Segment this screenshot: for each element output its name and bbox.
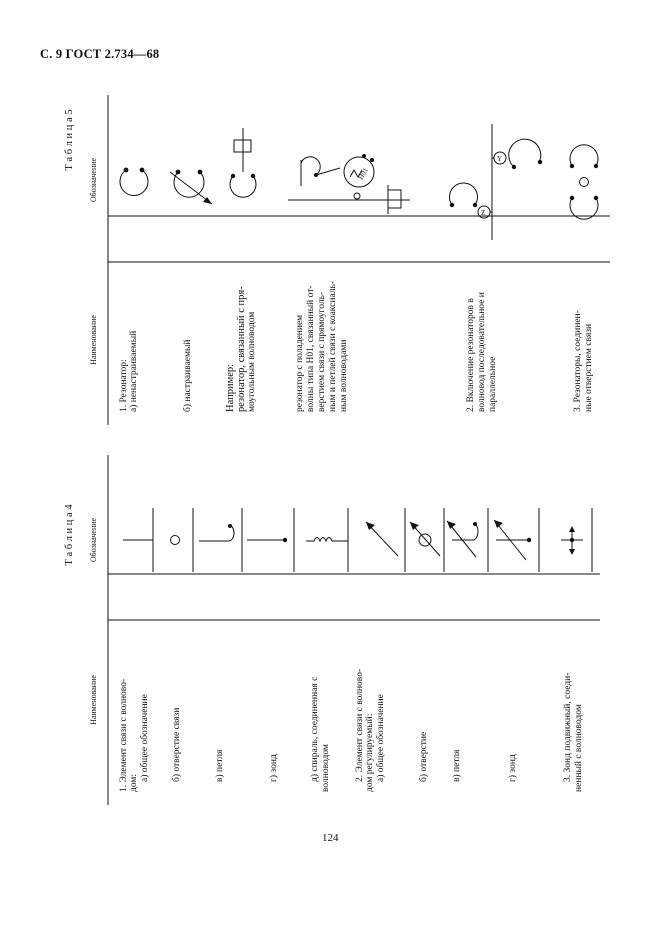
t4-row3-l1: в) петля xyxy=(215,749,225,782)
t4-row7-l1: б) отверстие xyxy=(419,731,429,782)
t4-row6-l2: дом регулируемый: xyxy=(365,713,375,792)
t4-row1-l2: дом: xyxy=(129,773,139,792)
symbol-coupling-general xyxy=(123,508,153,572)
table5-col-name: Наименование xyxy=(89,315,98,365)
symbol-resonator-h01 xyxy=(288,154,410,214)
t4-row10-l2: ненный с волноводом xyxy=(574,704,584,792)
table4-col-name: Наименование xyxy=(89,675,98,725)
t5-row1-l2: а) ненастраиваемый xyxy=(129,330,139,412)
t5-row4-l3: верстием связи с прямоуголь- xyxy=(317,291,327,412)
symbol-adjustable-probe xyxy=(494,508,539,572)
t5-row5-l2: волновод последовательное и xyxy=(477,292,487,412)
t5-row3-l3: моугольным волноводом xyxy=(247,311,257,412)
symbol-coupling-loop xyxy=(199,508,242,572)
t5-row3-l1: Например: xyxy=(225,363,236,412)
t5-row5-l3: параллельное xyxy=(488,356,498,412)
t4-row10-l1: 3. Зонд подвижный, соеди- xyxy=(563,672,573,782)
t5-row6-l2: ные отверстием связи xyxy=(584,323,594,412)
t4-row9-l1: г) зонд xyxy=(508,754,518,782)
symbol-movable-probe xyxy=(561,508,592,572)
table5-rows xyxy=(119,281,594,412)
symbol-adjustable-general xyxy=(366,508,405,572)
symbol-adjustable-hole xyxy=(410,508,444,572)
symbol-adjustable-loop xyxy=(447,508,488,572)
t4-row1-l3: а) общее обозначение xyxy=(140,694,150,782)
symbol-resonator-tunable xyxy=(170,170,212,204)
label-y: Y xyxy=(497,155,503,163)
t5-row5-l1: 2. Включение резонаторов в xyxy=(466,298,476,412)
symbol-coupling-probe xyxy=(247,508,294,572)
page-number: 124 xyxy=(322,832,339,844)
t5-row4-l2: волны типа H01, связанный от- xyxy=(306,285,316,412)
h01-label: H01 xyxy=(356,166,370,181)
table5-title: Т а б л и ц а 5 xyxy=(64,109,75,171)
t5-row3-l2: резонатор, связанный с пря- xyxy=(236,286,247,412)
table4-col-symbol: Обозначение xyxy=(89,517,98,563)
t5-row1-l1: 1. Резонатор: xyxy=(119,359,129,412)
t4-row6-l1: 2. Элемент связи с волново- xyxy=(355,668,365,782)
t4-row5-l1: д) спираль, соединенная с xyxy=(310,676,320,782)
t5-row4-l4: ным и петлей связи с коаксиаль- xyxy=(328,280,338,412)
symbol-resonator-series-parallel xyxy=(450,124,543,240)
symbol-resonator-rect-waveguide xyxy=(230,128,256,197)
table4-title: Т а б л и ц а 4 xyxy=(64,504,75,566)
table5-col-symbol: Обозначение xyxy=(89,157,98,203)
symbol-resonator-fixed xyxy=(120,168,148,196)
t4-row2-l1: б) отверстие связи xyxy=(172,707,182,782)
symbol-resonators-coupled xyxy=(570,145,598,219)
symbol-coupling-spiral xyxy=(306,508,348,572)
t4-row8-l1: в) петля xyxy=(452,749,462,782)
symbol-coupling-hole xyxy=(171,508,194,572)
t5-row4-l1: резонатор с поладением xyxy=(295,314,305,412)
page-header: С. 9 ГОСТ 2.734—68 xyxy=(40,47,160,61)
table4-rows xyxy=(119,669,584,792)
t5-row4-l5: ным волноводами xyxy=(339,339,349,412)
label-z: Z xyxy=(481,209,486,217)
t5-row6-l1: 3. Резонаторы, соединен- xyxy=(573,310,583,412)
t4-row6-l3: а) общее обозначение xyxy=(376,694,386,782)
t4-row4-l1: г) зонд xyxy=(269,754,279,782)
t4-row1-l1: 1. Элемент связи с волново- xyxy=(119,678,129,792)
t4-row5-l2: волноводом xyxy=(321,744,331,792)
t5-row2-l1: б) настраиваемый xyxy=(183,339,193,412)
